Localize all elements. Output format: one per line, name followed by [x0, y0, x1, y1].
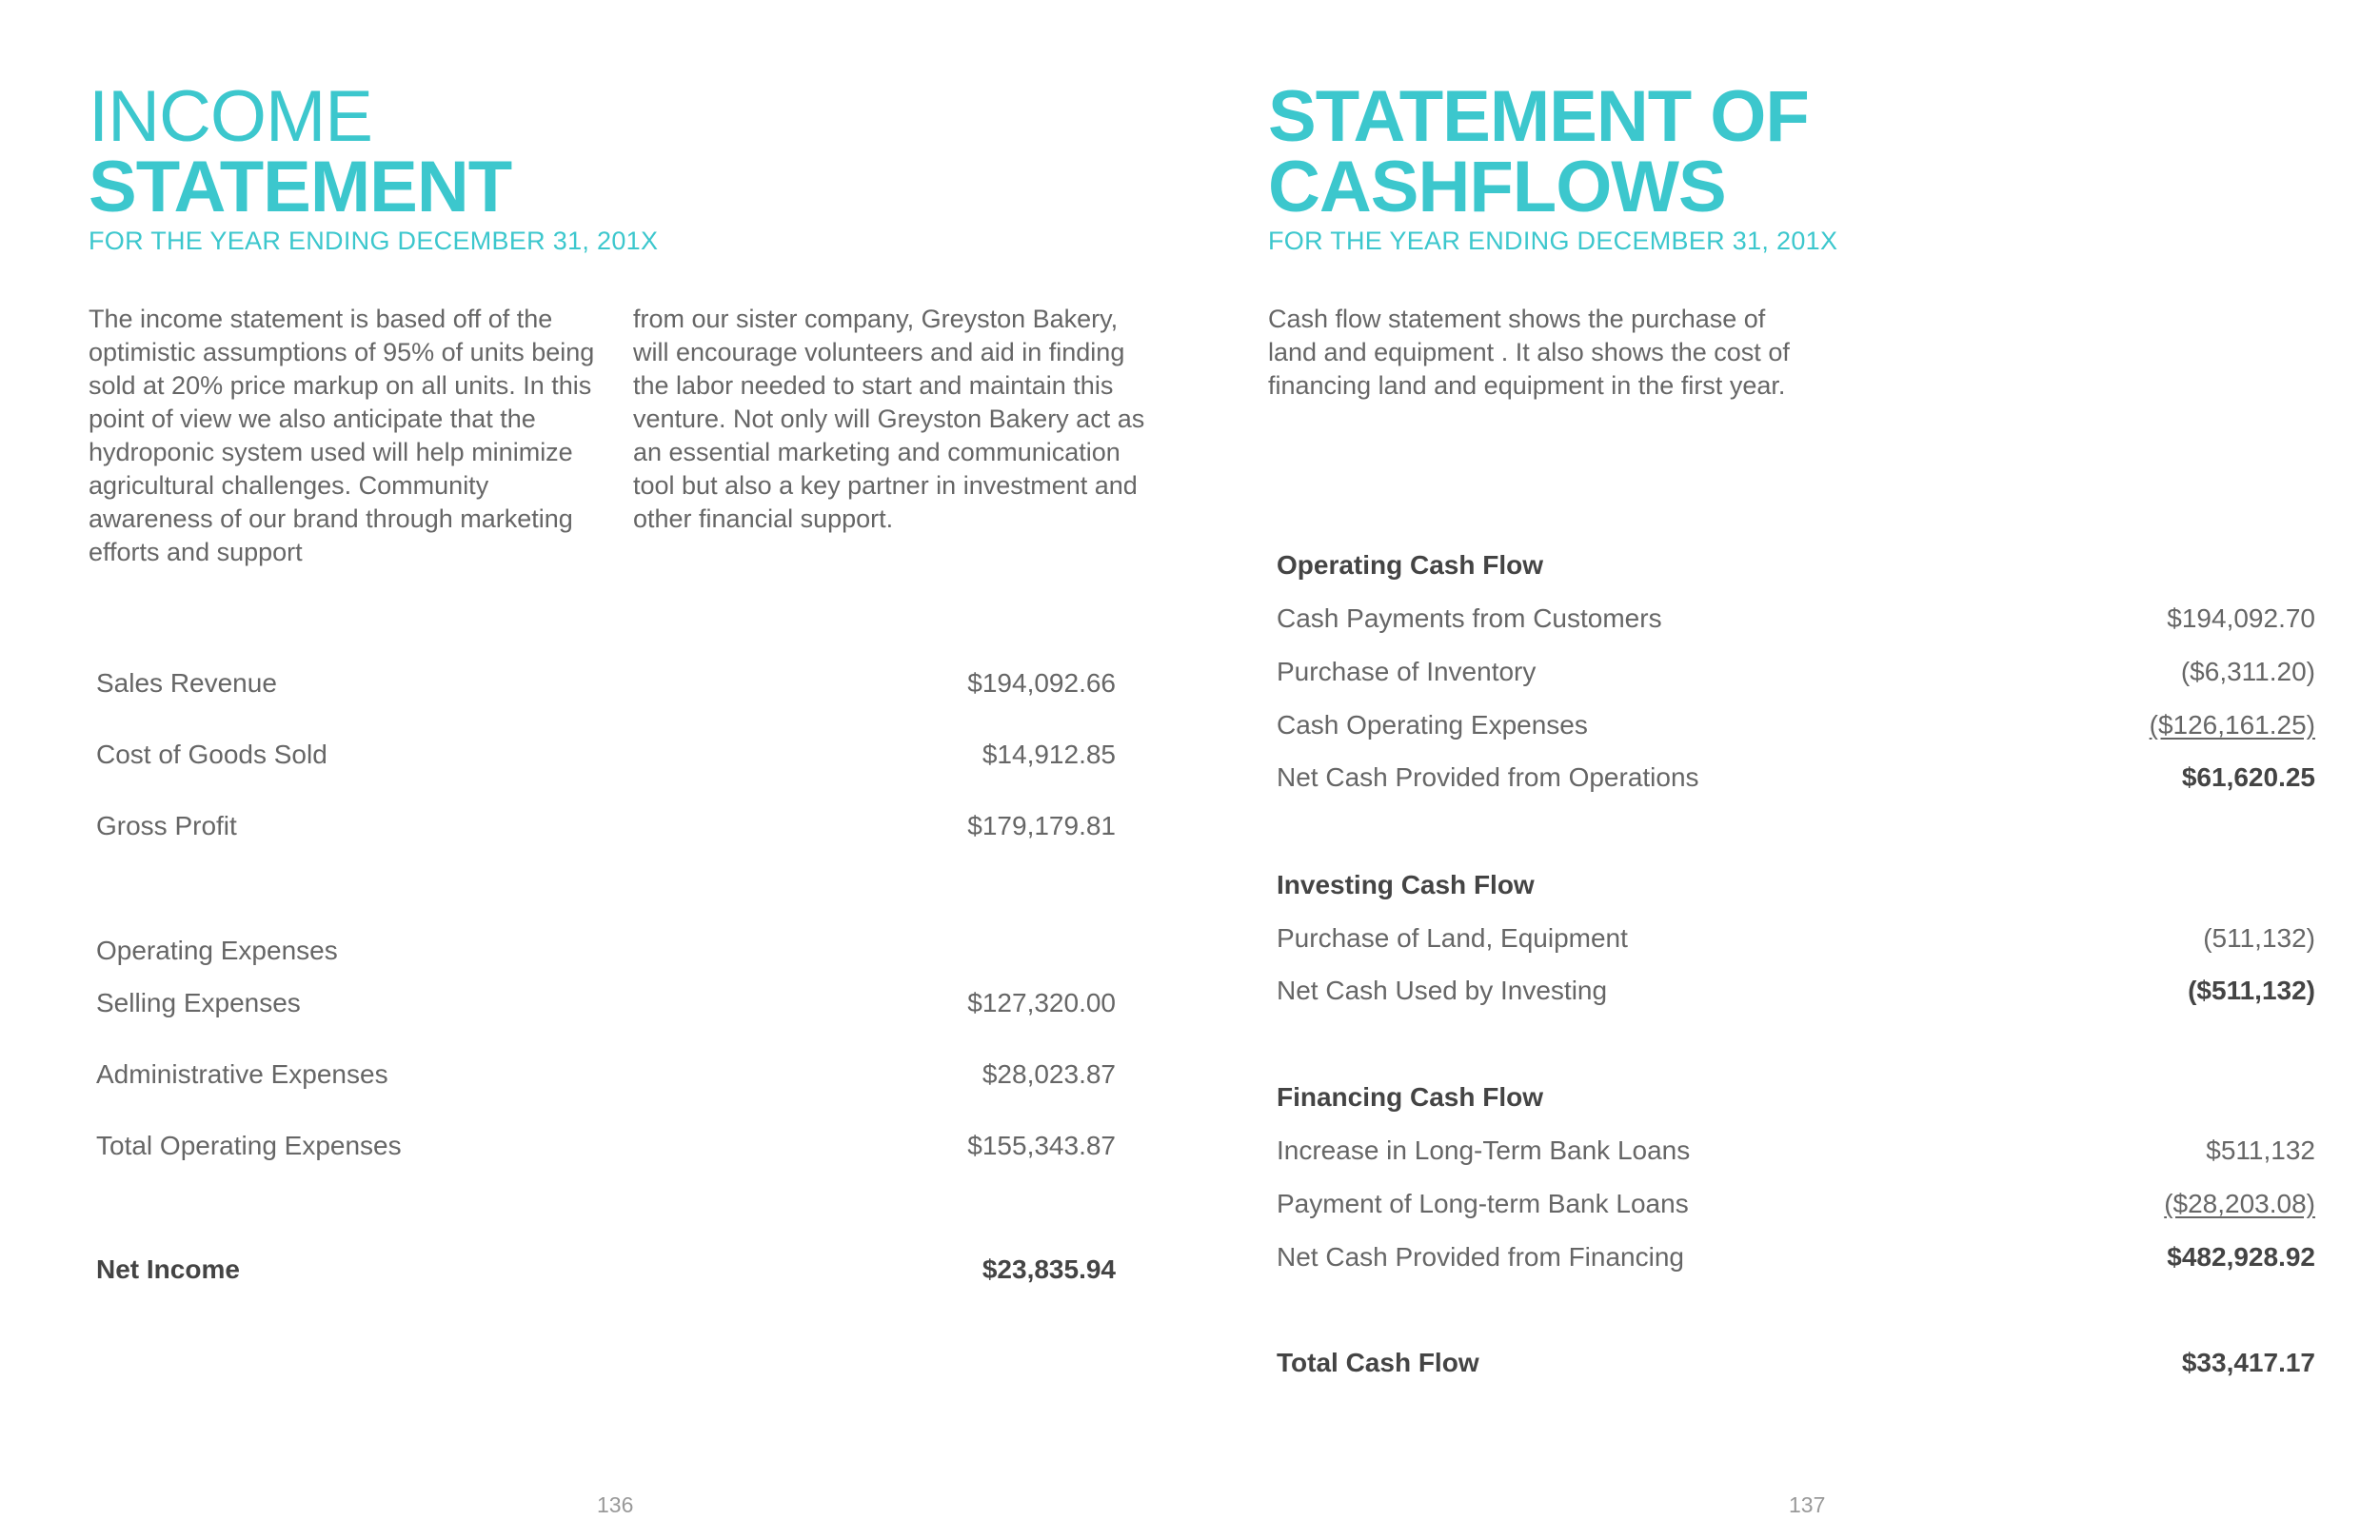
- row-operating-expenses: [96, 936, 1116, 974]
- investing-cash-flow-heading: Investing Cash Flow: [1277, 870, 1535, 899]
- row-label: Total Operating Expenses: [96, 1131, 402, 1160]
- row-label: Increase in Long-Term Bank Loans: [1277, 1135, 1691, 1165]
- financing-cash-flow-heading: Financing Cash Flow: [1277, 1082, 1544, 1112]
- row-net-cash-used-by-investing: [1277, 976, 2315, 1014]
- row-value: $28,023.87: [982, 1059, 1116, 1089]
- row-purchase-of-land-equipment: [1277, 923, 2315, 961]
- row-label: Net Cash Provided from Financing: [1277, 1242, 1684, 1272]
- row-value: ($511,132): [2188, 976, 2315, 1005]
- cashflow-statement-page: [1190, 0, 2380, 1540]
- row-gross-profit: [96, 811, 1116, 849]
- row-value: $155,343.87: [967, 1131, 1116, 1160]
- row-value: $127,320.00: [967, 988, 1116, 1017]
- page-number: 136: [597, 1492, 634, 1517]
- row-label: Payment of Long-term Bank Loans: [1277, 1189, 1689, 1218]
- row-net-income: [96, 1254, 1116, 1293]
- operating-cash-flow-heading: Operating Cash Flow: [1277, 550, 1544, 580]
- row-value: $194,092.70: [2167, 603, 2315, 633]
- row-total-operating-expenses: [96, 1131, 1116, 1169]
- row-value: ($28,203.08): [2164, 1189, 2315, 1218]
- row-label: Net Cash Provided from Operations: [1277, 762, 1699, 792]
- row-selling-expenses: [96, 988, 1116, 1026]
- row-label: Cash Payments from Customers: [1277, 603, 1662, 633]
- row-label: Total Cash Flow: [1277, 1348, 1479, 1377]
- row-label: Net Income: [96, 1254, 240, 1284]
- title-line-1: INCOME: [89, 76, 372, 157]
- row-value: $482,928.92: [2167, 1242, 2315, 1272]
- row-sales-revenue: [96, 668, 1116, 706]
- row-value: $61,620.25: [2181, 762, 2315, 792]
- row-value: ($126,161.25): [2149, 710, 2315, 740]
- income-statement-title: [89, 76, 512, 227]
- row-label: Administrative Expenses: [96, 1059, 388, 1089]
- row-label: Net Cash Used by Investing: [1277, 976, 1608, 1005]
- row-value: $179,179.81: [967, 811, 1116, 840]
- row-label: Cash Operating Expenses: [1277, 710, 1588, 740]
- row-value: $511,132: [2206, 1135, 2315, 1165]
- row-value: ($6,311.20): [2180, 657, 2315, 686]
- row-net-cash-from-financing: [1277, 1242, 2315, 1280]
- row-value: (511,132): [2203, 923, 2315, 953]
- cashflow-statement-title: [1268, 76, 1809, 227]
- title-line-1: STATEMENT OF: [1268, 76, 1809, 157]
- page-number: 137: [1789, 1492, 1826, 1517]
- row-label: Gross Profit: [96, 811, 237, 840]
- row-label: Purchase of Land, Equipment: [1277, 923, 1628, 953]
- row-cash-operating-expenses: [1277, 710, 2315, 748]
- intro-paragraph-col2: from our sister company, Greyston Bakery, will encourage volunteers and aid in finding the labor needed to start and maintain this venture. Not only will Greyston Bakery act as an essential marketing and communication tool but also a key partner in investment and other financial support.: [633, 305, 1145, 533]
- row-label: Sales Revenue: [96, 668, 277, 698]
- intro-paragraph-col1: The income statement is based off of the optimistic assumptions of 95% of units being sold at 20% price markup on all units. In this point of view we also anticipate that the hydroponic system used will help minimize agricultural challenges. Community awareness of our brand through marketing efforts and support: [89, 305, 595, 566]
- row-cost-of-goods-sold: [96, 740, 1116, 778]
- income-statement-subtitle: FOR THE YEAR ENDING DECEMBER 31, 201X: [89, 227, 659, 255]
- row-payment-long-term-loans: [1277, 1189, 2315, 1227]
- row-label: Purchase of Inventory: [1277, 657, 1537, 686]
- title-line-2: STATEMENT: [89, 147, 512, 227]
- row-value: $23,835.94: [982, 1254, 1116, 1284]
- row-net-cash-from-operations: [1277, 762, 2315, 800]
- cashflow-statement-subtitle: FOR THE YEAR ENDING DECEMBER 31, 201X: [1268, 227, 1838, 255]
- title-line-2: CASHFLOWS: [1268, 147, 1726, 227]
- row-value: $33,417.17: [2181, 1348, 2315, 1377]
- row-total-cash-flow: [1277, 1348, 2315, 1386]
- row-value: $14,912.85: [982, 740, 1116, 769]
- row-label: Cost of Goods Sold: [96, 740, 327, 769]
- row-purchase-of-inventory: [1277, 657, 2315, 695]
- row-cash-payments-from-customers: [1277, 603, 2315, 642]
- row-administrative-expenses: [96, 1059, 1116, 1097]
- row-label: Selling Expenses: [96, 988, 301, 1017]
- row-increase-long-term-loans: [1277, 1135, 2315, 1174]
- cashflow-intro-paragraph: Cash flow statement shows the purchase of land and equipment . It also shows the cost of financing land and equipment in the first year.: [1268, 305, 1790, 400]
- row-label: Operating Expenses: [96, 936, 338, 965]
- row-value: $194,092.66: [967, 668, 1116, 698]
